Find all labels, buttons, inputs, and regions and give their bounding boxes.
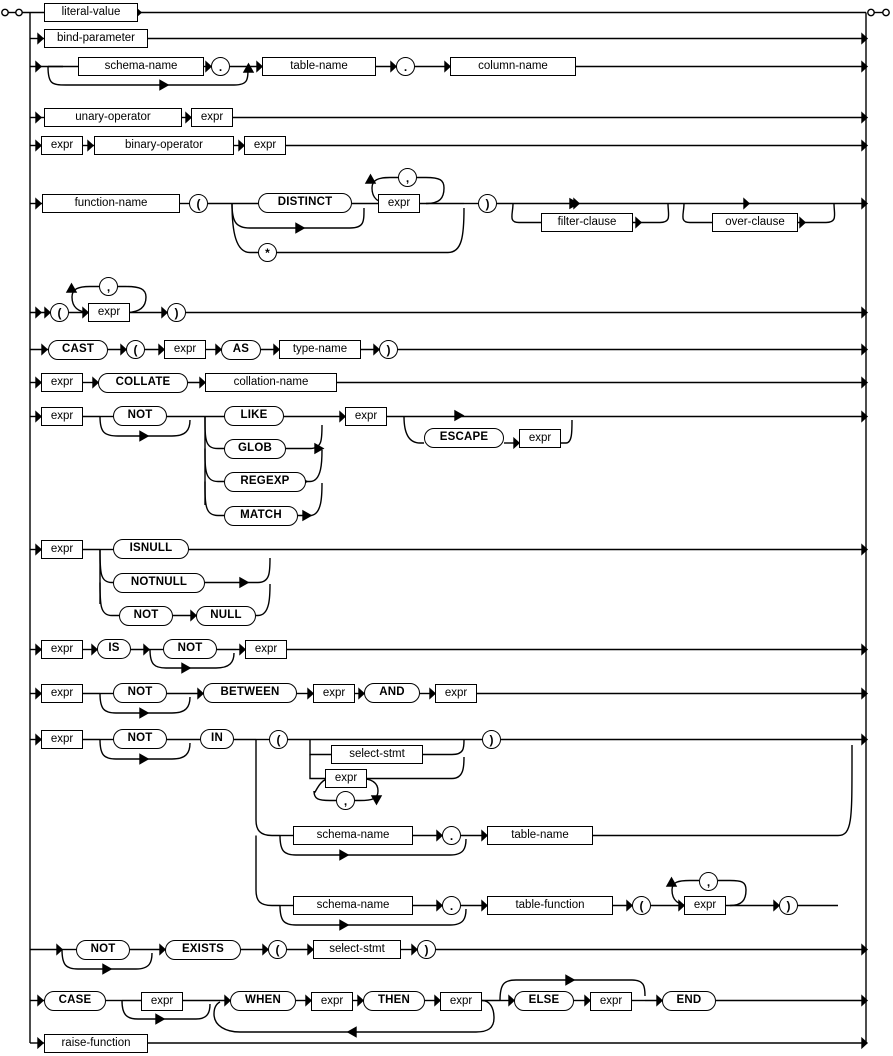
node-isnull: ISNULL (113, 539, 189, 559)
node-expr-is-l: expr (41, 640, 83, 659)
node-expr-in: expr (41, 730, 83, 749)
node-select-stmt-1: select-stmt (331, 745, 423, 764)
node-raise-function: raise-function (44, 1034, 148, 1053)
node-null: NULL (196, 606, 256, 626)
node-case: CASE (44, 991, 106, 1011)
node-not-is: NOT (163, 639, 217, 659)
node-in-lparen: ( (269, 730, 288, 749)
node-schema-name-3: schema-name (293, 896, 413, 915)
node-case-expr: expr (141, 992, 183, 1011)
node-expr-collate: expr (41, 373, 83, 392)
node-literal-value: literal-value (44, 3, 138, 22)
node-match: MATCH (224, 506, 298, 526)
node-paren-lparen: ( (50, 303, 69, 322)
node-between-expr-2: expr (435, 684, 477, 703)
node-not-exists: NOT (76, 940, 130, 960)
node-paren-comma: , (99, 277, 118, 296)
node-schema-name-1: schema-name (78, 57, 204, 76)
node-and: AND (364, 683, 420, 703)
node-expr-unary: expr (191, 108, 233, 127)
node-exists: EXISTS (165, 940, 241, 960)
node-cast-lparen: ( (126, 340, 145, 359)
node-in: IN (200, 729, 234, 749)
node-escape-expr: expr (519, 429, 561, 448)
node-fn-expr: expr (378, 194, 420, 213)
node-expr-between: expr (41, 684, 83, 703)
node-expr-bin-r: expr (244, 136, 286, 155)
node-regexp: REGEXP (224, 472, 306, 492)
node-in-rparen: ) (482, 730, 501, 749)
node-then-expr: expr (440, 992, 482, 1011)
node-function-name: function-name (42, 194, 180, 213)
node-distinct: DISTINCT (258, 193, 352, 213)
node-table-function: table-function (487, 896, 613, 915)
node-collate: COLLATE (98, 373, 188, 393)
node-else-expr: expr (590, 992, 632, 1011)
node-ex-rparen: ) (417, 940, 436, 959)
node-like: LIKE (224, 406, 284, 426)
node-cast: CAST (48, 340, 108, 360)
node-dot-1: . (211, 57, 230, 76)
node-dot-4: . (442, 896, 461, 915)
node-expr-bin-l: expr (41, 136, 83, 155)
node-fn-rparen: ) (478, 194, 497, 213)
node-like-expr: expr (345, 407, 387, 426)
node-tf-expr: expr (684, 896, 726, 915)
node-fn-comma: , (398, 168, 417, 187)
node-not-between: NOT (113, 683, 167, 703)
node-collation-name: collation-name (205, 373, 337, 392)
node-table-name-1: table-name (262, 57, 376, 76)
node-table-name-2: table-name (487, 826, 593, 845)
node-glob: GLOB (224, 439, 286, 459)
node-expr-is-r: expr (245, 640, 287, 659)
node-tf-lparen: ( (632, 896, 651, 915)
node-when-expr: expr (311, 992, 353, 1011)
node-escape: ESCAPE (424, 428, 504, 448)
node-over-clause: over-clause (712, 213, 798, 232)
node-not-null: NOT (119, 606, 173, 626)
node-tf-comma: , (699, 872, 718, 891)
node-not-in: NOT (113, 729, 167, 749)
node-then: THEN (363, 991, 425, 1011)
node-binary-operator: binary-operator (94, 136, 234, 155)
node-end: END (662, 991, 716, 1011)
node-expr-like: expr (41, 407, 83, 426)
node-cast-rparen: ) (379, 340, 398, 359)
node-expr-isnull: expr (41, 540, 83, 559)
node-unary-operator: unary-operator (44, 108, 182, 127)
node-paren-rparen: ) (167, 303, 186, 322)
node-ex-lparen: ( (268, 940, 287, 959)
node-filter-clause: filter-clause (541, 213, 633, 232)
node-cast-expr: expr (164, 340, 206, 359)
node-not-like: NOT (113, 406, 167, 426)
node-is: IS (97, 639, 131, 659)
node-dot-2: . (396, 57, 415, 76)
node-between: BETWEEN (203, 683, 297, 703)
node-between-expr-1: expr (313, 684, 355, 703)
node-type-name: type-name (279, 340, 361, 359)
node-in-expr: expr (325, 769, 367, 788)
node-in-comma: , (336, 791, 355, 810)
node-schema-name-2: schema-name (293, 826, 413, 845)
node-column-name: column-name (450, 57, 576, 76)
node-bind-parameter: bind-parameter (44, 29, 148, 48)
node-fn-star: * (258, 243, 277, 262)
node-else: ELSE (514, 991, 574, 1011)
node-dot-3: . (442, 826, 461, 845)
node-as: AS (221, 340, 261, 360)
node-tf-rparen: ) (779, 896, 798, 915)
node-fn-lparen: ( (189, 194, 208, 213)
node-notnull: NOTNULL (113, 573, 205, 593)
node-select-stmt-2: select-stmt (313, 940, 401, 959)
node-when: WHEN (230, 991, 296, 1011)
node-paren-expr: expr (88, 303, 130, 322)
